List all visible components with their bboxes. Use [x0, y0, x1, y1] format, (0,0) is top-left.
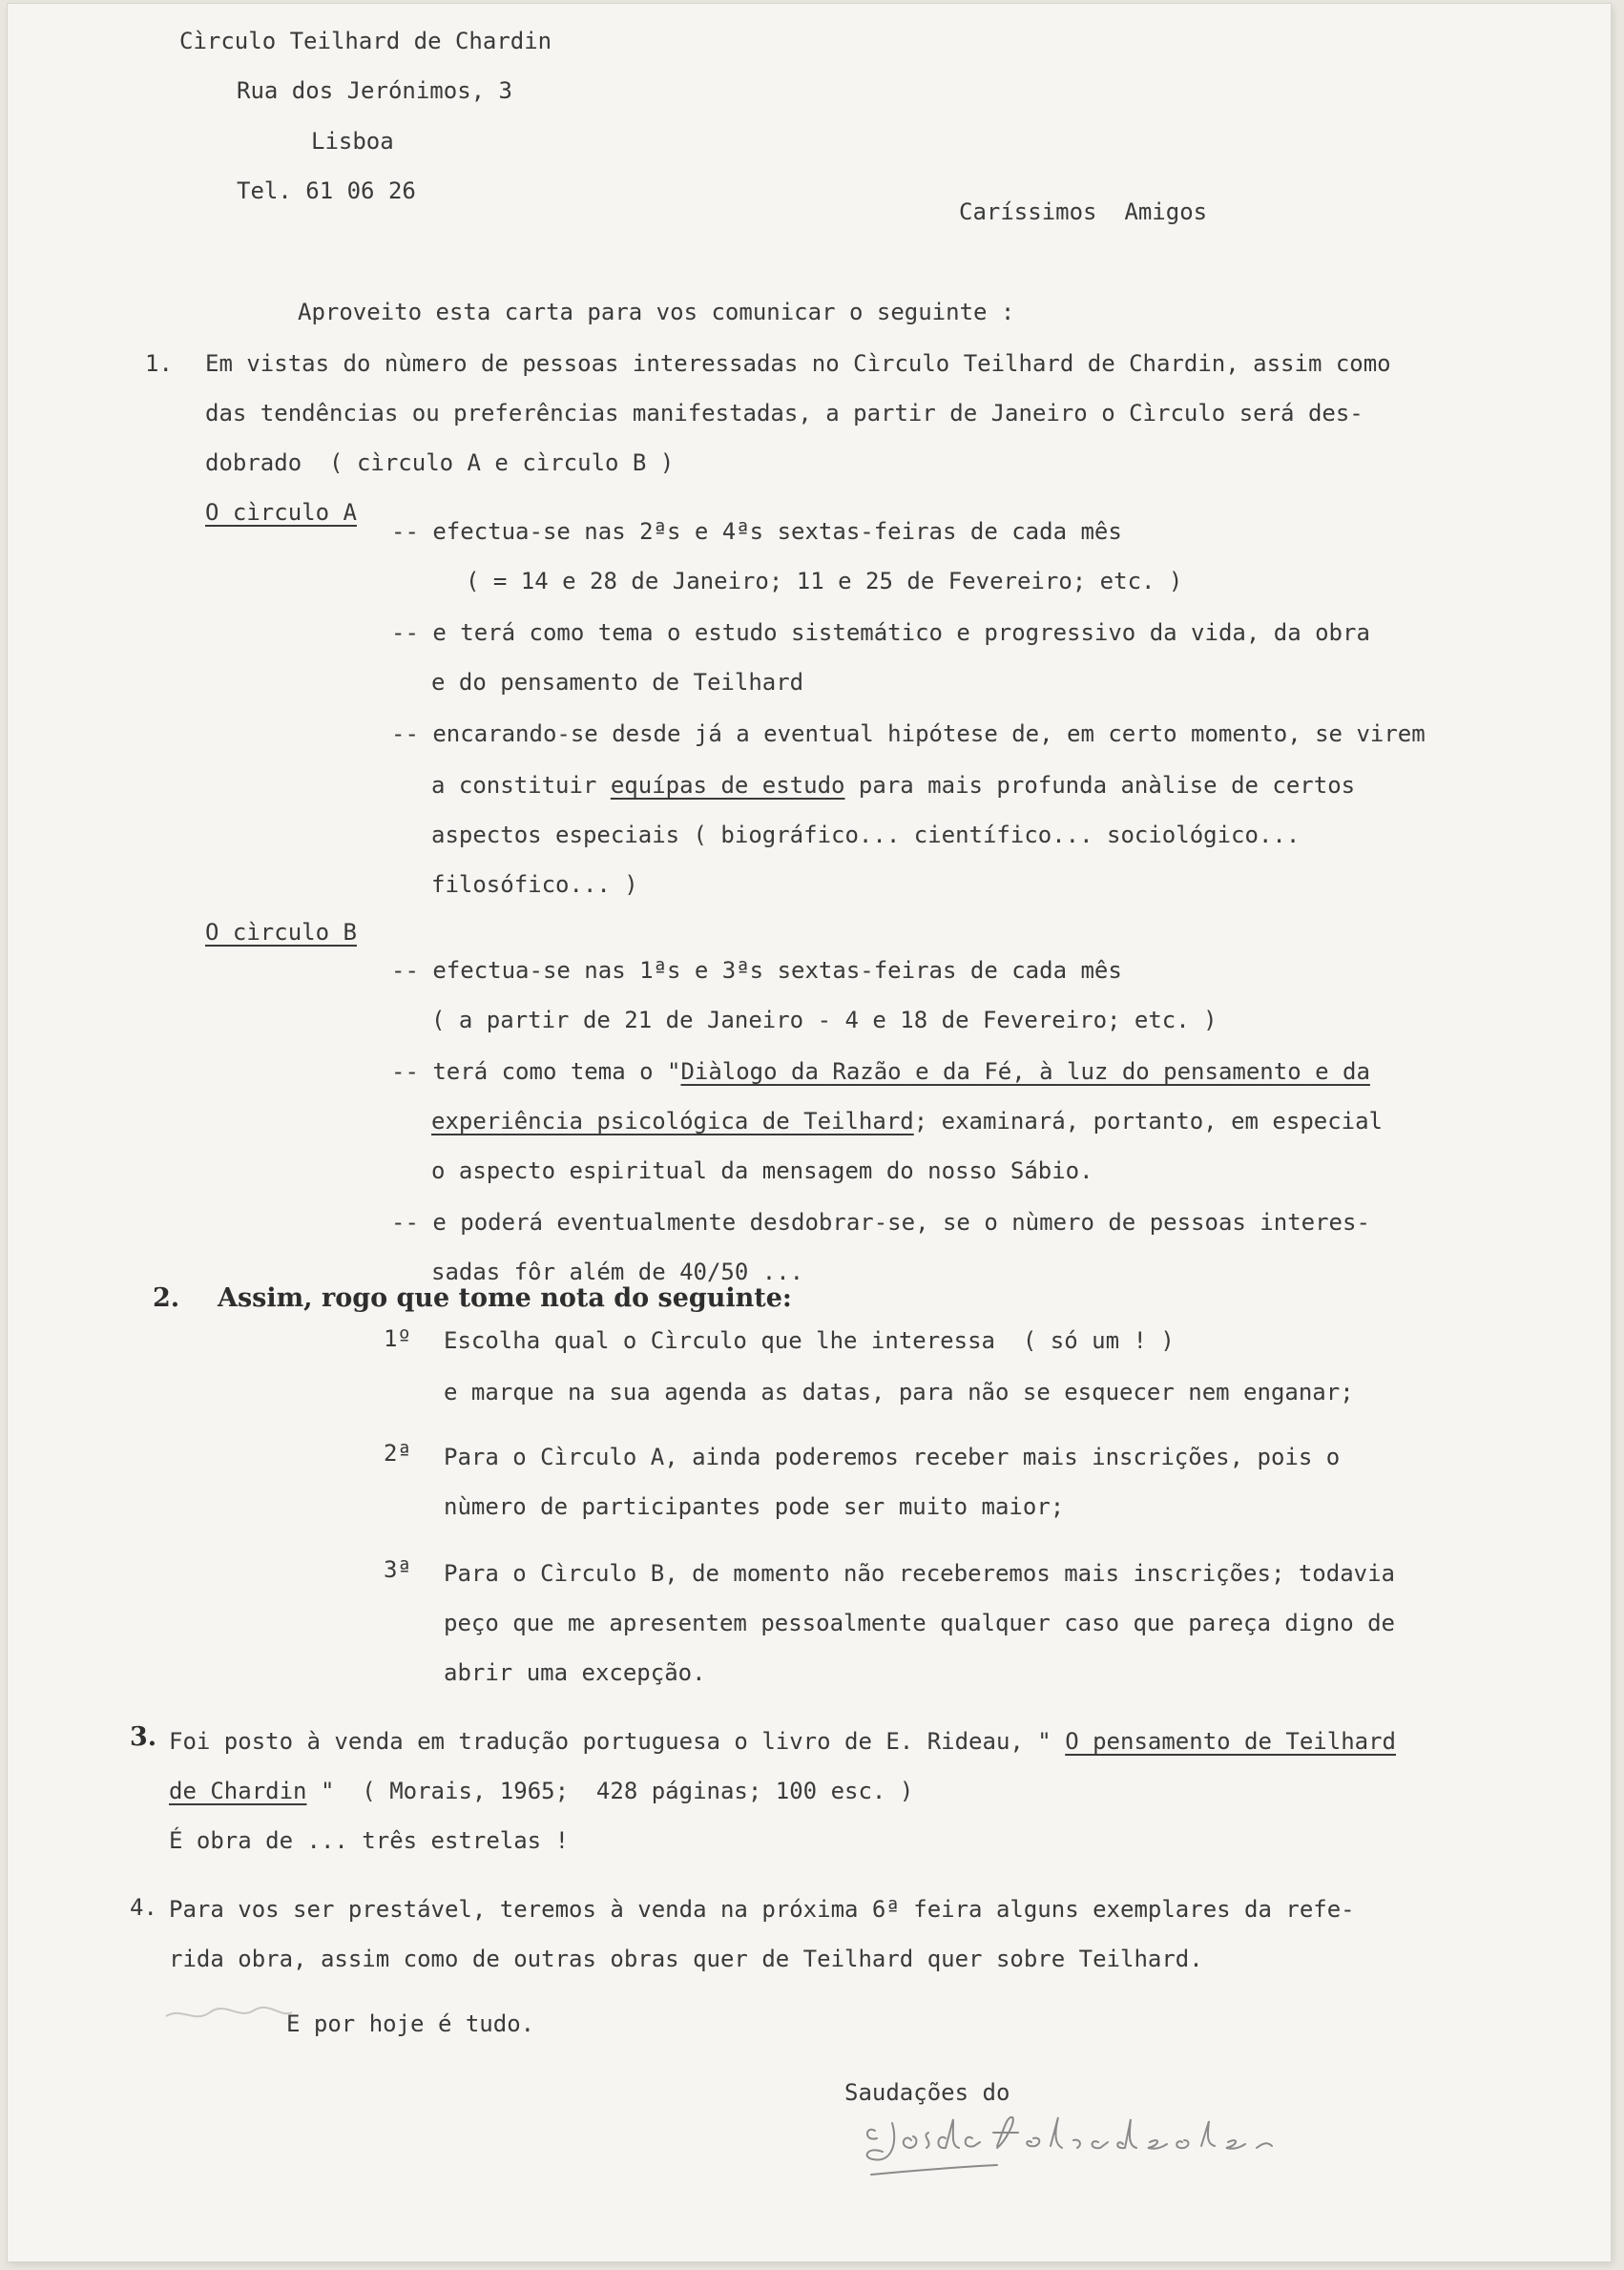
- item-3-line-2: [169, 1777, 913, 1805]
- intro-line: Aproveito esta carta para vos comunicar o seguinte :: [298, 299, 1015, 325]
- circle-b-line-3-start: -- terá como tema o ": [391, 1058, 681, 1085]
- circle-b-line-4-end: ; examinará, portanto, em especial: [913, 1108, 1384, 1135]
- circle-a-line-6-start: a constituir: [431, 772, 611, 799]
- circle-a-line-4: e do pensamento de Teilhard: [431, 669, 804, 696]
- item-1-line-2: das tendências ou preferências manifestadas, a partir de Janeiro o Cìrculo será des-: [205, 400, 1364, 427]
- point-3-line-2: peço que me apresentem pessoalmente qualquer caso que pareça digno de: [444, 1610, 1395, 1636]
- circle-a-line-2: ( = 14 e 28 de Janeiro; 11 e 25 de Fevereiro; etc. ): [466, 568, 1183, 594]
- point-2-line-2: nùmero de participantes pode ser muito maior;: [444, 1493, 1065, 1520]
- pencil-mark: [162, 1999, 296, 2028]
- salutation: Caríssimos Amigos: [959, 198, 1208, 225]
- circle-a-line-6-end: para mais profunda anàlise de certos: [844, 772, 1356, 799]
- item-4-line-2: rida obra, assim como de outras obras quer de Teilhard quer sobre Teilhard.: [169, 1946, 1203, 1972]
- circle-a-line-1: -- efectua-se nas 2ªs e 4ªs sextas-feiras de cada mês: [391, 518, 1122, 545]
- point-1-line-2: e marque na sua agenda as datas, para não se esquecer nem enganar;: [444, 1379, 1354, 1406]
- circle-a-line-5: -- encarando-se desde já a eventual hipótese de, em certo momento, se virem: [391, 720, 1426, 747]
- item-1-line-1: Em vistas do nùmero de pessoas interessadas no Cìrculo Teilhard de Chardin, assim como: [205, 350, 1391, 377]
- item-4-line-1: Para vos ser prestável, teremos à venda na próxima 6ª feira alguns exemplares da refe-: [169, 1896, 1355, 1923]
- handwritten-signature: [854, 2104, 1412, 2180]
- book-title-underlined: O pensamento de Teilhard: [1065, 1728, 1396, 1755]
- telephone: Tel. 61 06 26: [237, 177, 416, 204]
- circle-b-line-3: [391, 1057, 1370, 1086]
- circle-b-line-7: sadas fôr além de 40/50 ...: [431, 1259, 804, 1285]
- greeting: Saudações do: [844, 2079, 1010, 2106]
- item-1-line-3: dobrado ( cìrculo A e cìrculo B ): [205, 449, 675, 476]
- item-3-number: 3.: [130, 1722, 157, 1752]
- item-3-line-1: [169, 1727, 1396, 1756]
- point-3-number: 3ª: [384, 1556, 411, 1583]
- item-2-heading: Assim, rogo que tome nota do seguinte:: [218, 1283, 792, 1313]
- circle-a-line-6: [431, 771, 1355, 800]
- circle-a-title: O cìrculo A: [205, 499, 357, 526]
- city: Lisboa: [311, 128, 394, 155]
- item-3-line-2-end: " ( Morais, 1965; 428 páginas; 100 esc. ): [306, 1778, 914, 1804]
- org-name: Cìrculo Teilhard de Chardin: [179, 28, 552, 54]
- item-3-line-3: É obra de ... três estrelas !: [169, 1827, 570, 1854]
- circle-b-title: O cìrculo B: [205, 919, 357, 946]
- circle-a-line-7: aspectos especiais ( biográfico... científico... sociológico...: [431, 822, 1301, 848]
- point-1-line-1: Escolha qual o Cìrculo que lhe interessa ( só um ! ): [444, 1327, 1175, 1354]
- point-2-line-1: Para o Cìrculo A, ainda poderemos receber mais inscrições, pois o: [444, 1444, 1341, 1470]
- study-teams-underlined: equípas de estudo: [610, 772, 845, 799]
- circle-b-line-2: ( a partir de 21 de Janeiro - 4 e 18 de Fevereiro; etc. ): [431, 1007, 1218, 1033]
- dialogue-theme-underlined: Diàlogo da Razão e da Fé, à luz do pensamento e da: [680, 1058, 1370, 1085]
- point-3-line-3: abrir uma excepção.: [444, 1659, 706, 1686]
- circle-b-line-5: o aspecto espiritual da mensagem do nosso Sábio.: [431, 1157, 1093, 1184]
- psychological-experience-underlined: experiência psicológica de Teilhard: [431, 1108, 914, 1135]
- closing-line: E por hoje é tudo.: [286, 2010, 535, 2037]
- point-1-number: 1º: [384, 1325, 411, 1352]
- item-1-number: 1.: [145, 350, 173, 377]
- point-3-line-1: Para o Cìrculo B, de momento não receberemos mais inscrições; todavia: [444, 1560, 1395, 1587]
- item-2-number: 2.: [153, 1283, 180, 1313]
- circle-a-line-8: filosófico... ): [431, 871, 638, 898]
- circle-b-line-4: [431, 1107, 1383, 1135]
- circle-b-line-1: -- efectua-se nas 1ªs e 3ªs sextas-feiras de cada mês: [391, 957, 1122, 984]
- street-address: Rua dos Jerónimos, 3: [237, 77, 512, 104]
- circle-a-line-3: -- e terá como tema o estudo sistemático e progressivo da vida, da obra: [391, 619, 1370, 646]
- point-2-number: 2ª: [384, 1440, 411, 1467]
- book-title-underlined-cont: de Chardin: [169, 1778, 307, 1804]
- item-4-number: 4.: [130, 1894, 157, 1921]
- circle-b-line-6: -- e poderá eventualmente desdobrar-se, se o nùmero de pessoas interes-: [391, 1209, 1370, 1236]
- item-3-line-1-start: Foi posto à venda em tradução portuguesa o livro de E. Rideau, ": [169, 1728, 1066, 1755]
